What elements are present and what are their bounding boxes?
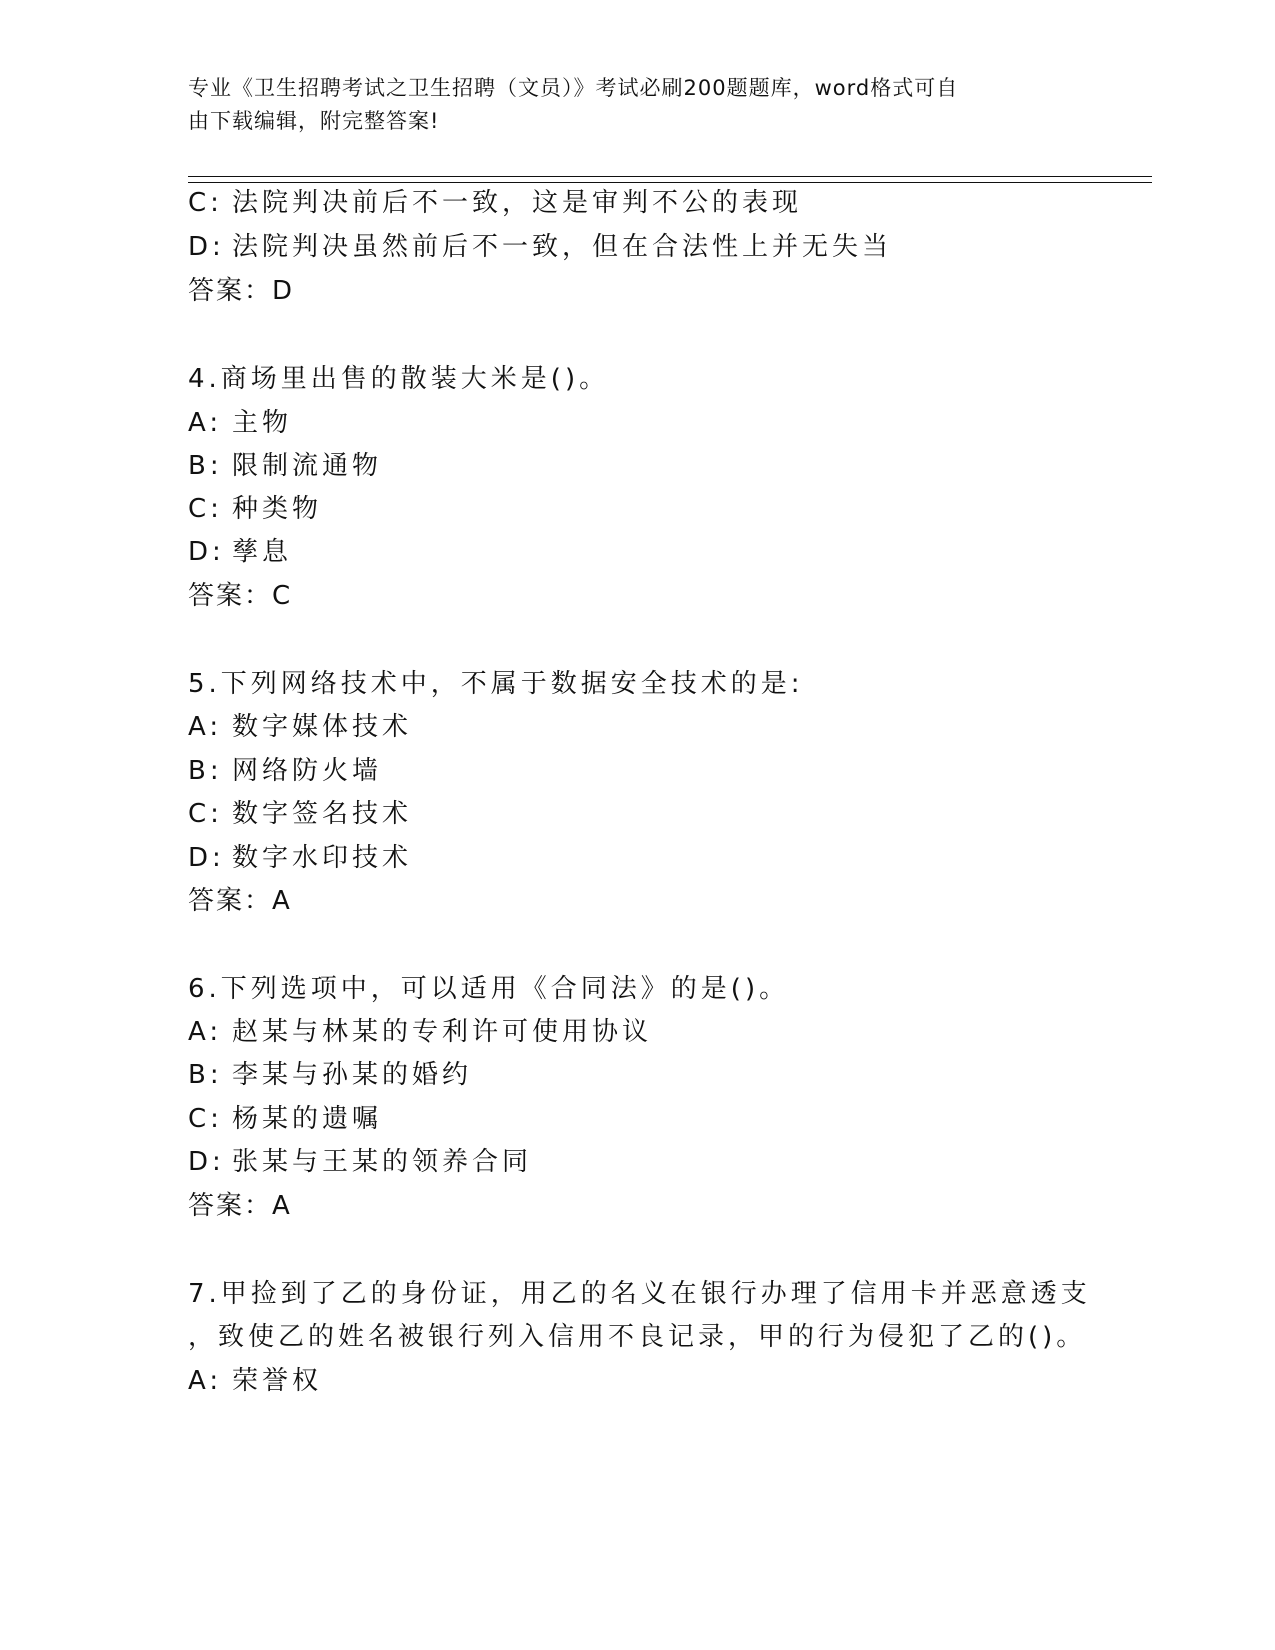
q5-answer: 答案：A xyxy=(188,886,292,916)
q4-answer: 答案：C xyxy=(188,581,293,611)
option-key: D: xyxy=(188,537,225,567)
option-text: 网络防火墙 xyxy=(232,756,383,786)
q5-option-d xyxy=(188,841,412,875)
option-text: 主物 xyxy=(232,408,293,438)
option-text: 法院判决前后不一致，这是审判不公的表现 xyxy=(232,188,803,218)
option-key: A: xyxy=(188,1366,223,1396)
document-header xyxy=(188,72,1068,138)
option-key: B: xyxy=(188,451,223,481)
q6-option-c xyxy=(188,1102,382,1136)
option-key: A: xyxy=(188,408,223,438)
q3-option-c xyxy=(188,186,802,220)
option-key: A: xyxy=(188,1017,223,1047)
option-key: C: xyxy=(188,494,223,524)
option-text: 数字媒体技术 xyxy=(232,712,413,742)
option-text: 赵某与林某的专利许可使用协议 xyxy=(232,1017,653,1047)
option-text: 法院判决虽然前后不一致，但在合法性上并无失当 xyxy=(232,232,893,262)
option-key: C: xyxy=(188,188,223,218)
q6-stem: 6.下列选项中，可以适用《合同法》的是()。 xyxy=(188,974,790,1004)
option-text: 数字签名技术 xyxy=(232,799,413,829)
option-text: 荣誉权 xyxy=(232,1366,323,1396)
option-text: 李某与孙某的婚约 xyxy=(232,1060,473,1090)
option-text: 种类物 xyxy=(232,494,323,524)
header-rule-top xyxy=(188,176,1152,177)
q6-option-a xyxy=(188,1015,652,1049)
q5-option-b xyxy=(188,754,382,788)
q7-stem-line-2: ，致使乙的姓名被银行列入信用不良记录，甲的行为侵犯了乙的()。 xyxy=(188,1322,1087,1352)
option-key: C: xyxy=(188,1104,223,1134)
header-line-1: 专业《卫生招聘考试之卫生招聘（文员）》考试必刷200题题库，word格式可自 xyxy=(188,76,959,100)
q4-option-c xyxy=(188,492,322,526)
option-key: D: xyxy=(188,1147,225,1177)
option-key: A: xyxy=(188,712,223,742)
q6-option-b xyxy=(188,1058,472,1092)
q6-option-d xyxy=(188,1145,532,1179)
option-text: 张某与王某的领养合同 xyxy=(232,1147,533,1177)
q7-stem-line-1: 7.甲捡到了乙的身份证，用乙的名义在银行办理了信用卡并恶意透支 xyxy=(188,1279,1091,1309)
option-key: C: xyxy=(188,799,223,829)
option-text: 数字水印技术 xyxy=(232,843,413,873)
q4-option-a xyxy=(188,406,292,440)
q4-option-d xyxy=(188,535,292,569)
q4-option-b xyxy=(188,449,382,483)
option-key: B: xyxy=(188,1060,223,1090)
option-key: B: xyxy=(188,756,223,786)
option-text: 限制流通物 xyxy=(232,451,383,481)
option-key: D: xyxy=(188,843,225,873)
q7-option-a xyxy=(188,1364,322,1398)
q5-option-c xyxy=(188,797,412,831)
q5-option-a xyxy=(188,710,412,744)
q6-answer: 答案：A xyxy=(188,1191,292,1221)
option-text: 孳息 xyxy=(232,537,293,567)
header-line-2: 由下载编辑，附完整答案! xyxy=(188,109,440,133)
q5-stem: 5.下列网络技术中，不属于数据安全技术的是: xyxy=(188,669,804,699)
q4-stem: 4.商场里出售的散装大米是()。 xyxy=(188,364,610,394)
q3-answer: 答案：D xyxy=(188,276,295,306)
option-text: 杨某的遗嘱 xyxy=(232,1104,383,1134)
header-rule-bottom xyxy=(188,182,1152,183)
q3-option-d xyxy=(188,230,892,264)
option-key: D: xyxy=(188,232,225,262)
